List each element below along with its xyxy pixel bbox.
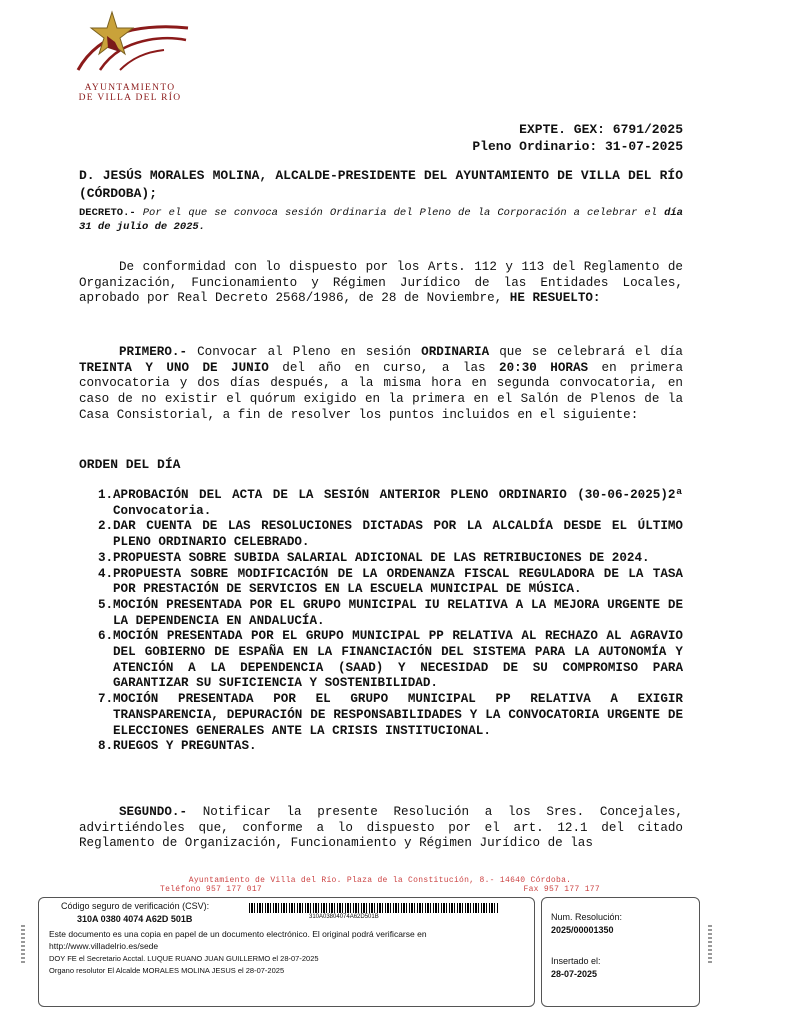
footer-address	[100, 876, 660, 894]
footer-phone: Teléfono 957 177 017	[160, 885, 263, 894]
orden-item-number: 6.	[98, 629, 114, 644]
orden-item-text: DAR CUENTA DE LAS RESOLUCIONES DICTADAS POR LA ALCALDÍA DESDE EL ÚLTIMO PLENO ORDINARIO CELEBRADO.	[113, 519, 683, 550]
csv-barcode	[249, 903, 499, 913]
orden-del-dia-title: ORDEN DEL DÍA	[79, 457, 181, 472]
orden-item-text: MOCIÓN PRESENTADA POR EL GRUPO MUNICIPAL IU RELATIVA A LA MEJORA URGENTE DE LA DEPENDENCIA EN ANDALUCÍA.	[113, 597, 683, 628]
intro-text: De conformidad con lo dispuesto por los Arts. 112 y 113 del Reglamento de Organización, Funcionamiento y Régimen Jurídico de las Entidades Locales, aprobado por Real Decreto 2568/1986, de 28 de Noviembre,	[79, 260, 683, 306]
orden-item-number: 1.	[98, 488, 114, 502]
primero-text-1: Convocar al Pleno en sesión	[197, 345, 412, 359]
expte-number: EXPTE. GEX: 6791/2025	[519, 122, 683, 137]
csv-organo: Organo resolutor El Alcalde MORALES MOLINA JESUS el 28-07-2025	[49, 966, 285, 975]
primero-text-3: del año en curso, a las	[282, 360, 486, 375]
csv-copy-text: Este documento es una copia en papel de un documento electrónico. El original podrá verificarse en	[49, 929, 427, 939]
he-resuelto: HE RESUELTO:	[509, 291, 601, 306]
segundo-paragraph	[79, 805, 683, 852]
primero-text-2: que se celebrará el día	[499, 345, 683, 359]
orden-item-text: MOCIÓN PRESENTADA POR EL GRUPO MUNICIPAL PP RELATIVA AL RECHAZO AL AGRAVIO DEL GOBIERNO DE ESPAÑA EN LA FINANCIACIÓN DEL SISTEMA PARA LA AUTONOMÍA Y ATENCIÓN A LA DEPENDENCIA (SAAD) Y NECESIDAD DE SU COMPROMISO PARA GARANTIZAR SU SUFICIENCIA Y SOSTENIBILIDAD.	[113, 629, 683, 691]
decreto-label: DECRETO.-	[79, 207, 136, 219]
orden-item-text: APROBACIÓN DEL ACTA DE LA SESIÓN ANTERIOR PLENO ORDINARIO (30-06-2025)2ª Convocatoria.	[113, 488, 683, 518]
intro-paragraph	[79, 260, 683, 307]
alcalde-heading: D. JESÚS MORALES MOLINA, ALCALDE-PRESIDENTE DEL AYUNTAMIENTO DE VILLA DEL RÍO (CÓRDOBA);	[79, 168, 683, 201]
primero-bold-fecha: TREINTA Y UNO DE JUNIO	[79, 360, 269, 375]
logo-line-2: DE VILLA DEL RÍO	[78, 93, 182, 103]
primero-text-4: en primera convocatoria y dos días después, a la misma hora en segunda convocatoria, en caso de no existir el quórum exigido en la primera en el Salón de Plenos de la Casa Consistorial, a fin de resolver los puntos incluidos en el siguiente:	[79, 360, 683, 422]
decreto-text: Por el que se convoca sesión Ordinaria del Pleno de la Corporación a celebrar el	[142, 207, 658, 219]
decreto-date: día 31 de julio de 2025.	[79, 207, 683, 233]
expediente-header	[283, 121, 683, 155]
orden-item-number: 3.	[98, 550, 114, 565]
orden-item-text: PROPUESTA SOBRE MODIFICACIÓN DE LA ORDENANZA FISCAL REGULADORA DE LA TASA POR PRESTACIÓN DE SERVICIOS EN LA ESCUELA MUNICIPAL DE MÚSICA.	[113, 566, 683, 597]
orden-item	[98, 519, 683, 550]
resolucion-box	[541, 897, 700, 1007]
logo-line-1: AYUNTAMIENTO	[84, 83, 176, 93]
orden-item-number: 7.	[98, 692, 114, 707]
segundo-text: Notificar la presente Resolución a los Sres. Concejales, advirtiéndoles que, conforme a lo dispuesto por el art. 12.1 del citado Reglamento de Organización, Funcionamiento y Régimen Jurídico de las	[79, 805, 683, 851]
primero-paragraph	[79, 345, 683, 424]
resolucion-num-value: 2025/00001350	[551, 925, 614, 935]
logo	[60, 8, 200, 104]
insertado-value: 28-07-2025	[551, 969, 598, 979]
csv-url-link[interactable]: http://www.villadelrio.es/sede	[49, 941, 159, 951]
orden-item-text: MOCIÓN PRESENTADA POR EL GRUPO MUNICIPAL PP RELATIVA A EXIGIR TRANSPARENCIA, DEPURACIÓN DE RESPONSABILIDADES Y LA CONVOCATORIA URGENTE DE ELECCIONES GENERALES ANTE LA CRISIS INSTITUCIONAL.	[113, 692, 683, 738]
orden-item-number: 5.	[98, 597, 114, 612]
decreto-line	[79, 206, 683, 234]
orden-item	[98, 629, 683, 692]
csv-code: 310A 0380 4074 A62D 501B	[77, 914, 193, 924]
footer-address-line: Ayuntamiento de Villa del Río. Plaza de la Constitución, 8.- 14640 Córdoba.	[188, 876, 572, 885]
insertado-label: Insertado el:	[551, 956, 601, 966]
csv-verification-box	[38, 897, 535, 1007]
csv-barcode-text: 310A03804074A62D501B	[309, 914, 379, 920]
pleno-date: Pleno Ordinario: 31-07-2025	[472, 139, 683, 154]
orden-item	[98, 692, 683, 739]
orden-item	[98, 567, 683, 598]
orden-item-number: 8.	[98, 739, 114, 754]
orden-item	[98, 598, 683, 629]
side-mark-left	[21, 925, 25, 965]
primero-bold-ordinaria: ORDINARIA	[421, 345, 490, 359]
side-mark-right	[708, 925, 712, 965]
orden-item	[98, 551, 683, 567]
csv-label: Código seguro de verificación (CSV):	[61, 901, 210, 911]
orden-item-text: PROPUESTA SOBRE SUBIDA SALARIAL ADICIONAL DE LAS RETRIBUCIONES DE 2024.	[113, 550, 650, 565]
resolucion-num-label: Num. Resolución:	[551, 912, 623, 922]
orden-item	[98, 488, 683, 519]
primero-bold-hora: 20:30 HORAS	[499, 360, 589, 375]
orden-item-text: RUEGOS Y PREGUNTAS.	[113, 739, 257, 754]
orden-item	[98, 739, 683, 755]
orden-del-dia-list	[98, 488, 683, 755]
orden-item-number: 2.	[98, 519, 114, 534]
csv-doy-fe: DOY FE el Secretario Acctal. LUQUE RUANO JUAN GUILLERMO el 28-07-2025	[49, 954, 319, 963]
logo-emblem-icon	[60, 8, 200, 78]
primero-label: PRIMERO.-	[119, 345, 188, 359]
footer-fax: Fax 957 177 177	[523, 885, 600, 894]
orden-item-number: 4.	[98, 566, 114, 581]
segundo-label: SEGUNDO.-	[119, 805, 188, 819]
